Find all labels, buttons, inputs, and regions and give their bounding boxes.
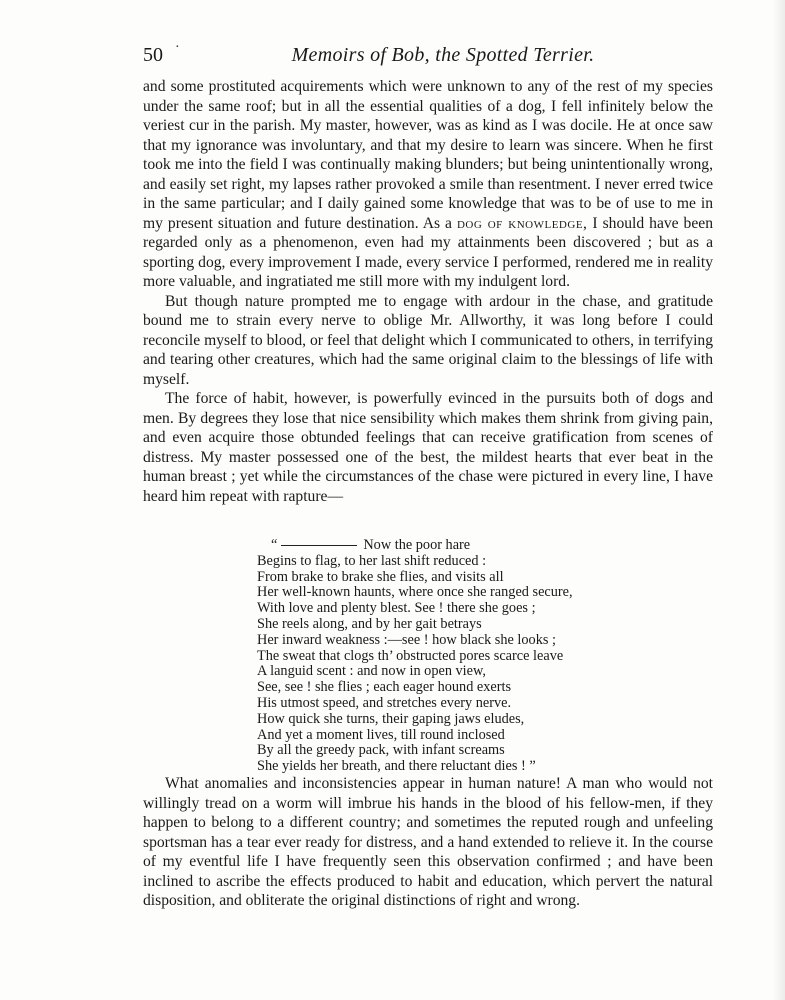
paragraph (143, 77, 713, 292)
closing-text (143, 774, 713, 911)
poem-line: She yields her breath, and there reluctant dies ! ” (257, 758, 536, 775)
page-edge-shadow (773, 0, 785, 1000)
paragraph: What anomalies and inconsistencies appear in human nature! A man who would not willingly tread on a worm will imbrue his hands in the blood of his fellow-men, if they happen to belong to a different country; and sometimes the reputed rough and unfeeling sportsman has a tear ever ready for distress, and a hand extended to relieve it. In the course of my eventful life I have frequently seen this observation confirmed ; and have been inclined to ascribe the effects produced to habit and education, which pervert the natural disposition, and obliterate the original distinctions of right and wrong. (143, 775, 713, 909)
smallcaps-phrase: dog of knowledge, (456, 214, 588, 232)
poem-line: Begins to flag, to her last shift reduced : (257, 552, 487, 569)
quoted-poem (257, 538, 637, 775)
running-title: Memoirs of Bob, the Spotted Terrier. (291, 44, 595, 66)
paragraph-text: I should have been regarded only as a phenomenon, even had my attainments been discovered ; but as a sporting dog, every improvement I made, every service I performed, rendered me in reality more valuable, and ingratiated me still more with my indulgent lord. (143, 214, 713, 290)
poem-line: Her inward weakness :—see ! how black she looks ; (257, 631, 556, 648)
main-text (143, 77, 713, 506)
poem-line: A languid scent : and now in open view, (257, 663, 486, 680)
page-number: 50 (143, 44, 163, 66)
poem-line: And yet a moment lives, till round inclosed (257, 726, 505, 743)
page-header (143, 40, 713, 70)
poem-line: She reels along, and by her gait betrays (257, 615, 482, 632)
poem-dash (281, 545, 357, 546)
poem-line: By all the greedy pack, with infant screams (257, 742, 505, 759)
paragraph-text: and some prostituted acquirements which were unknown to any of the rest of my species under the same roof; but in all the essential qualities of a dog, I fell infinitely below the veriest cur in the parish. My master, however, was as kind as I was docile. He at once saw that my ignorance was involuntary, and that my desire to learn was sincere. When he first took me into the field I was continually making blunders; but being unintentionally wrong, and easily set right, my lapses rather provoked a smile than resentment. I never erred twice in the same particular; and I daily gained some knowledge that was to be of use to me in my present situation and future destination. As a (143, 78, 713, 232)
poem-line: How quick she turns, their gaping jaws eludes, (257, 710, 525, 727)
poem-line (257, 538, 637, 554)
poem-line: See, see ! she flies ; each eager hound exerts (257, 679, 512, 696)
poem-line: Her well-known haunts, where once she ranged secure, (257, 584, 573, 601)
paragraph: The force of habit, however, is powerfully evinced in the pursuits both of dogs and men. By degrees they lose that nice sensibility which makes them shrink from giving pain, and even acquire those obtunded feelings that can receive gratification from scenes of distress. My master possessed one of the best, the mildest hearts that ever beat in the human breast ; yet while the circumstances of the chase were pictured in every line, I have heard him repeat with rapture— (143, 390, 713, 505)
open-quote: “ (271, 537, 278, 553)
poem-line: From brake to brake she flies, and visits all (257, 568, 504, 585)
poem-first-line-text: Now the poor hare (363, 537, 471, 553)
header-dot: · (175, 40, 180, 55)
poem-line: With love and plenty blest. See ! there she goes ; (257, 600, 536, 617)
paragraph: But though nature prompted me to engage with ardour in the chase, and gratitude bound me to strain every nerve to oblige Mr. Allworthy, it was long before I could reconcile myself to blood, or feel that delight which I communicated to others, in terrifying and tearing other creatures, which had the same original claim to the blessings of life with myself. (143, 292, 713, 388)
poem-line: His utmost speed, and stretches every nerve. (257, 694, 512, 711)
poem-line: The sweat that clogs th’ obstructed pores scarce leave (257, 647, 564, 664)
